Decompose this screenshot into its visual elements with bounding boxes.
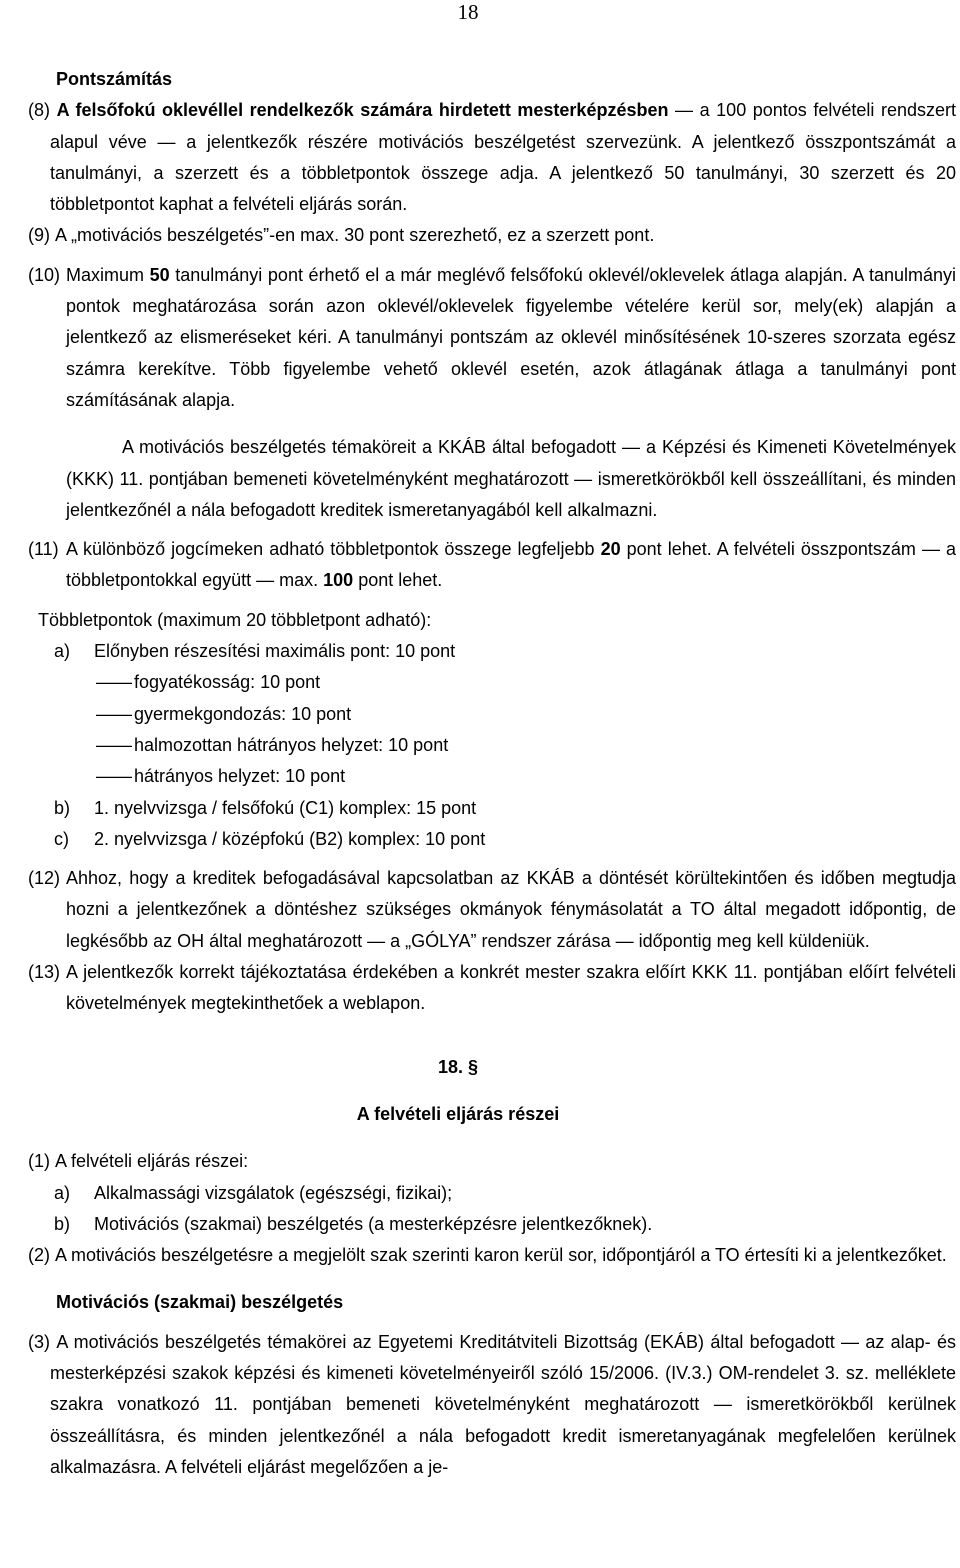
list-item-a xyxy=(54,1178,956,1209)
paragraph-text: Maximum xyxy=(66,264,150,285)
paragraph-9 xyxy=(28,220,956,251)
dash-marker: —— xyxy=(96,734,132,755)
paragraph-13 xyxy=(28,957,956,1020)
section-paragraph-1 xyxy=(28,1146,956,1177)
section-3-text: A motivációs beszélgetés témakörei az Egyetemi Kreditátviteli Bizottság (EKÁB) által befogadott — az alap- és mesterképzési szakok képzési és kimeneti követelményeiről szóló 15/2006. (IV.3.) OM-rendelet 3. sz. melléklete szakra vonatkozó 11. pontjában bemeneti követelményként meghatározott — ismeretkörökből kerülnek összeállításra, és minden jelentkezőnél a nála befogadott kredit ismeretanyagának megfelelően kerülnek alkalmazásra. A felvételi eljárást megelőzően a je- xyxy=(50,1331,956,1477)
list-text: Motivációs (szakmai) beszélgetés (a mesterképzésre jelentkezőknek). xyxy=(94,1213,653,1234)
list-text: 1. nyelvvizsga / felsőfokú (C1) komplex: 15 pont xyxy=(94,797,477,818)
paragraph-text xyxy=(50,1327,956,1483)
dash-item xyxy=(96,699,956,730)
paragraph-number: (2) xyxy=(28,1245,50,1266)
paragraph-number: (9) xyxy=(28,225,50,246)
paragraph-12 xyxy=(28,863,956,957)
dash-marker: —— xyxy=(96,672,132,693)
dash-text: fogyatékosság: 10 pont xyxy=(134,672,321,693)
paragraph-text: A különböző jogcímeken adható többletpontok összege legfeljebb xyxy=(66,539,601,560)
list-text: 2. nyelvvizsga / középfokú (B2) komplex: 10 pont xyxy=(94,828,486,849)
bold-text: 50 xyxy=(149,264,170,285)
paragraph-text: A jelentkezők korrekt tájékoztatása érdekében a konkrét mester szakra előírt KKK 11. pontjában előírt felvételi követelmények megtekinthetőek a weblapon. xyxy=(66,962,956,1014)
section-paragraph-2 xyxy=(28,1240,956,1271)
page-number: 18 xyxy=(457,0,479,24)
motivacios-heading: Motivációs (szakmai) beszélgetés xyxy=(56,1292,344,1313)
paragraph-number: (13) xyxy=(28,962,61,983)
paragraph-text: pont lehet. A felvételi összpontszám — a többletpontokkal együtt — max. xyxy=(66,539,956,591)
paragraph-number: (1) xyxy=(28,1151,50,1172)
paragraph-text: tanulmányi pont érhető el a már meglévő felsőfokú oklevél/oklevelek átlaga alapján. A tanulmányi pontok meghatározása során azon oklevél/oklevelek figyelembe vételére kerül sor, mely(ek) alapján a jelentkező az elismeréseket kéri. A tanulmányi pontszám az oklevél minősítésének 10-szeres szorzata egész számra kerekítve. Több figyelembe vehető oklevél esetén, azok átlagának átlaga a tanulmányi pont számításának alapja. xyxy=(66,264,956,410)
list-label: b) xyxy=(54,1213,71,1234)
section-2-text: A motivációs beszélgetésre a megjelölt szak szerinti karon kerül sor, időpontjáról a TO értesíti ki a jelentkezőket. xyxy=(55,1245,947,1266)
bold-text: 100 xyxy=(323,570,354,591)
document-body xyxy=(28,64,956,1483)
paragraph-text: — a 100 pontos felvételi rendszert alapul véve — a jelentkezők részére motivációs beszélgetést szervezünk. A jelentkező összpontszámát a tanulmányi, a szerzett és a többletpontok összege adja. A jelentkező 50 tanulmányi, 30 szerzett és 20 többletpontot kaphat a felvételi eljárás során. xyxy=(50,100,956,215)
paragraph-10-extra: A motivációs beszélgetés témaköreit a KKÁB által befogadott — a Képzési és Kimeneti Követelmények (KKK) 11. pontjában bemeneti követelményként meghatározott — ismeretkörökből kell összeállítani, és minden jelentkezőnél a nála befogadott kreditek ismeretanyagából kell alkalmazni. xyxy=(66,437,956,520)
paragraph-text xyxy=(50,220,956,251)
dash-item xyxy=(96,667,956,698)
section-heading-pontszamitas: Pontszámítás xyxy=(56,69,173,89)
list-label: b) xyxy=(54,797,71,818)
paragraph-number: (12) xyxy=(28,868,61,889)
paragraph-number: (10) xyxy=(28,264,61,285)
dash-text: halmozottan hátrányos helyzet: 10 pont xyxy=(134,734,449,755)
paragraph-text: Ahhoz, hogy a kreditek befogadásával kapcsolatban az KKÁB a döntését körültekintően és időben megtudja hozni a jelentkezőnek a döntéshez szükséges okmányok fénymásolatát a TO által megadott időpontig, de legkésőbb az OH által meghatározott — a „GÓLYA” rendszer zárása — időpontig meg kell küldeniük. xyxy=(66,868,956,951)
list-item-c xyxy=(54,824,956,855)
paragraph-text xyxy=(50,1146,956,1177)
paragraph-9-text: A „motivációs beszélgetés”-en max. 30 pont szerezhető, ez a szerzett pont. xyxy=(55,225,655,246)
list-text: Alkalmassági vizsgálatok (egészségi, fizikai); xyxy=(94,1182,453,1203)
section-paragraph-3 xyxy=(28,1327,956,1483)
list-label: a) xyxy=(54,1182,71,1203)
tobbletpontok-heading: Többletpontok (maximum 20 többletpont adható): xyxy=(38,609,432,630)
bold-text: A felsőfokú oklevéllel rendelkezők számára hirdetett mesterképzésben xyxy=(56,100,669,121)
dash-text: gyermekgondozás: 10 pont xyxy=(134,703,352,724)
dash-item xyxy=(96,761,956,792)
dash-marker: —— xyxy=(96,703,132,724)
dash-marker: —— xyxy=(96,766,132,787)
list-label: c) xyxy=(54,828,69,849)
paragraph-10 xyxy=(28,260,956,416)
paragraph-body xyxy=(50,95,956,220)
paragraph-number: (8) xyxy=(28,100,50,121)
list-item-b xyxy=(54,793,956,824)
paragraph-body xyxy=(66,260,956,416)
section-1-text: A felvételi eljárás részei: xyxy=(55,1151,249,1172)
bold-text: 20 xyxy=(600,539,621,560)
paragraph-8 xyxy=(28,95,956,220)
list-label: a) xyxy=(54,641,71,662)
list-text: Előnyben részesítési maximális pont: 10 pont xyxy=(94,641,456,662)
paragraph-body xyxy=(66,534,956,597)
paragraph-11 xyxy=(28,534,956,597)
paragraph-text xyxy=(50,1240,956,1271)
list-item-b xyxy=(54,1209,956,1240)
dash-item xyxy=(96,730,956,761)
list-item-a xyxy=(54,636,956,667)
paragraph-number: (11) xyxy=(28,539,59,560)
dash-text: hátrányos helyzet: 10 pont xyxy=(134,766,346,787)
section-title: A felvételi eljárás részei xyxy=(356,1103,560,1124)
paragraph-text: pont lehet. xyxy=(353,570,443,591)
section-number: 18. § xyxy=(437,1056,479,1077)
paragraph-number: (3) xyxy=(28,1331,50,1352)
